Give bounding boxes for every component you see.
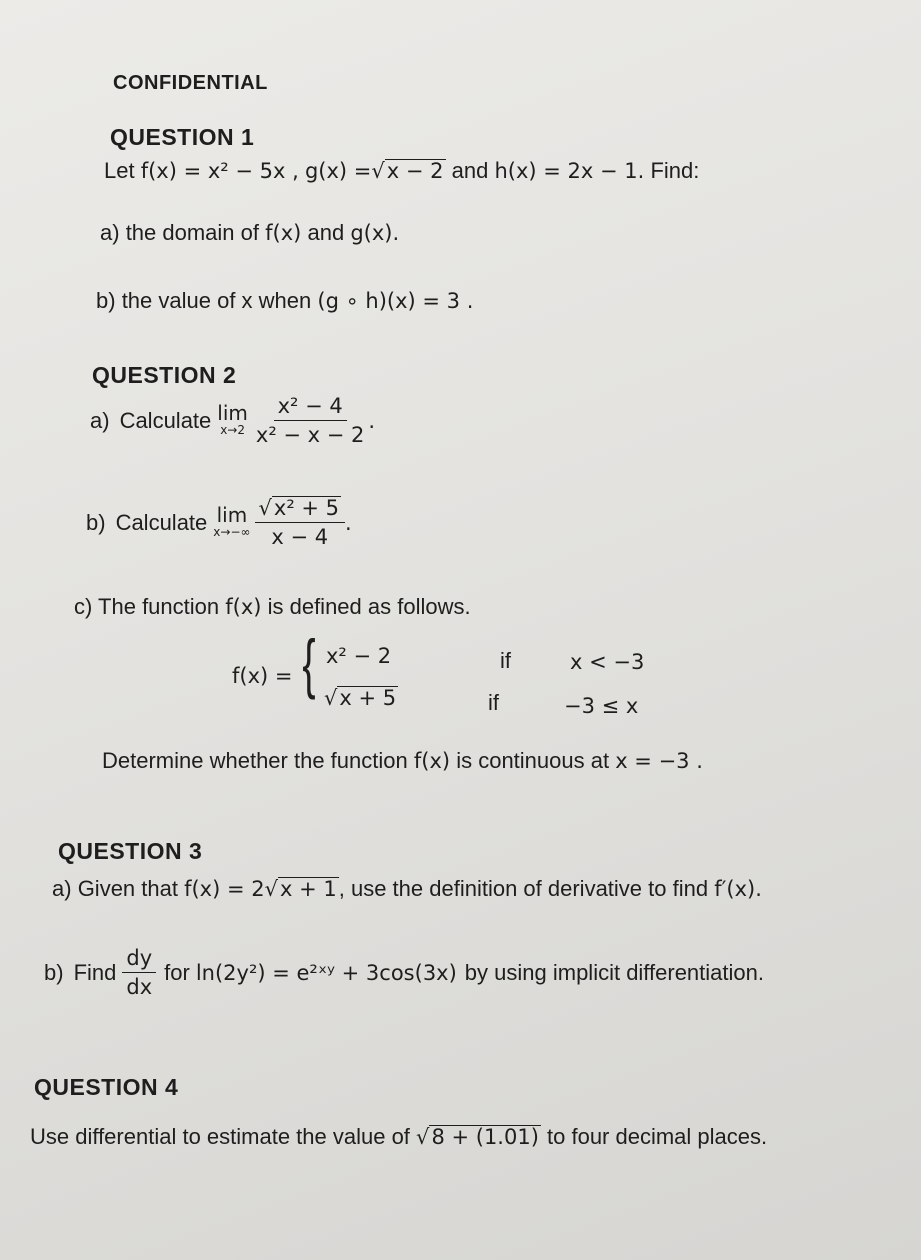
q3-b-text: Find: [73, 959, 117, 985]
q2-part-a: [90, 394, 375, 447]
lim-word: lim: [217, 401, 248, 426]
q1-a-and: and: [307, 220, 345, 245]
q2-part-b: [86, 496, 352, 549]
q2-det-f: f(x): [413, 749, 451, 773]
q2-a-text: Calculate: [119, 407, 212, 433]
question-1-heading: QUESTION 1: [110, 124, 255, 150]
confidential-label: CONFIDENTIAL: [113, 72, 268, 94]
lim-word: lim: [216, 503, 248, 528]
sqrt-symbol: √: [258, 496, 272, 520]
question-4-heading: QUESTION 4: [34, 1074, 179, 1100]
q3-a-fprime: f′(x).: [714, 877, 762, 901]
piecewise-lhs: f(x) =: [232, 664, 293, 688]
q1-a-g: g(x).: [350, 221, 400, 245]
sqrt-symbol: √: [371, 159, 385, 183]
q1-a-text: the domain of: [125, 220, 259, 245]
piecewise-case-2: [324, 686, 398, 710]
sqrt-symbol: √: [324, 686, 338, 710]
q1-a-f: f(x): [265, 221, 302, 245]
q1-g-radicand: x − 2: [386, 159, 444, 183]
piecewise-if-2: if: [488, 690, 499, 715]
piecewise-condition-2: −3 ≤ x: [564, 694, 639, 718]
q2-b-limit-subscript: x→−∞: [213, 525, 251, 540]
q1-b-label: b): [96, 288, 116, 313]
q1-part-b: [96, 288, 473, 314]
q2-part-c: [74, 594, 471, 620]
q2-b-numerator-radicand: x² + 5: [273, 496, 340, 520]
q2-b-fraction: [255, 496, 346, 549]
question-3-heading: QUESTION 3: [58, 838, 203, 864]
q1-part-a: [100, 220, 399, 246]
q2-c-text: The function: [98, 594, 220, 619]
q4-body: [30, 1124, 767, 1150]
q3-b-dydx: [122, 946, 156, 999]
q4-radicand: 8 + (1.01): [431, 1125, 539, 1149]
q1-f-definition: f(x) = x² − 5x ,: [140, 159, 299, 183]
sqrt-symbol: √: [416, 1125, 430, 1149]
q2-b-limit: [213, 505, 250, 539]
q3-b-label: b): [44, 959, 64, 985]
q3-b-for: for: [164, 959, 190, 985]
piecewise-brace: {: [302, 626, 316, 700]
period: .: [368, 408, 376, 433]
q2-det-x: x = −3 .: [615, 749, 703, 773]
piecewise-case-2-radicand: x + 5: [339, 686, 397, 710]
q2-a-denominator: x² − x − 2: [255, 423, 365, 447]
q2-b-numerator: [255, 496, 346, 523]
q2-c-label: c): [74, 594, 93, 619]
q1-find: Find:: [650, 158, 700, 183]
q4-text2: to four decimal places.: [547, 1124, 768, 1149]
q1-and: and: [451, 158, 489, 183]
q2-determine: [102, 748, 703, 774]
q2-c-text2: is defined as follows.: [267, 594, 471, 619]
q2-a-fraction: [252, 394, 369, 447]
q1-let: Let: [104, 158, 135, 183]
q2-b-text: Calculate: [115, 509, 208, 535]
q1-b-text: the value of x when: [121, 288, 312, 313]
q3-b-equation: ln(2y²) = e²ˣʸ + 3cos(3x): [195, 960, 457, 985]
q1-b-expression: (g ∘ h)(x) = 3 .: [317, 289, 474, 313]
q3-part-a: [52, 876, 762, 902]
q3-a-text: Given that: [77, 876, 178, 901]
q3-a-radicand: x + 1: [280, 877, 337, 901]
q2-c-f: f(x): [225, 595, 262, 619]
q1-a-label: a): [100, 220, 120, 245]
q3-part-b: [44, 946, 764, 999]
sqrt-symbol: √: [264, 877, 278, 901]
question-2-heading: QUESTION 2: [92, 362, 237, 388]
q3-b-dy: dy: [122, 946, 156, 973]
q2-det-text: Determine whether the function: [102, 748, 408, 773]
q2-a-label: a): [90, 407, 110, 433]
q3-b-text2: by using implicit differentiation.: [464, 959, 764, 985]
q1-h-definition: h(x) = 2x − 1.: [494, 159, 645, 183]
piecewise-case-1: x² − 2: [326, 644, 392, 668]
q3-a-label: a): [52, 876, 72, 901]
piecewise-condition-1: x < −3: [570, 650, 645, 674]
piecewise-if-1: if: [500, 648, 511, 673]
q2-b-denominator: x − 4: [271, 525, 329, 550]
q4-text: Use differential to estimate the value of: [30, 1124, 410, 1149]
q2-b-label: b): [86, 509, 106, 535]
period: .: [345, 510, 352, 535]
q3-b-dx: dx: [126, 975, 153, 999]
q1-g-prefix: g(x) =: [304, 159, 372, 183]
q2-a-numerator: x² − 4: [274, 394, 347, 421]
q2-a-limit-subscript: x→2: [220, 423, 245, 438]
q3-a-f: f(x) = 2: [184, 877, 265, 901]
q2-det-text2: is continuous at: [456, 748, 610, 773]
q2-a-limit: [217, 403, 248, 437]
q3-a-text2: , use the definition of derivative to find: [338, 876, 709, 901]
q1-intro: [104, 158, 699, 184]
